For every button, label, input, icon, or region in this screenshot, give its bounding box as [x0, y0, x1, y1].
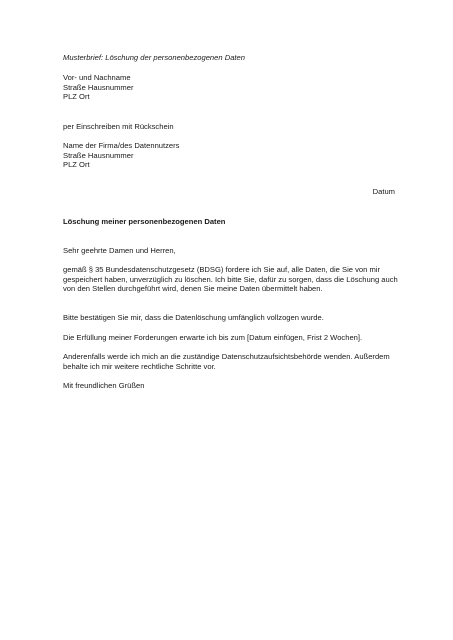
body-paragraph: [63, 352, 398, 371]
body-paragraph-1: gemäß § 35 Bundesdatenschutzgesetz (BDSG) fordere ich Sie auf, alle Daten, die Sie von mir gespeichert haben, unverzüglich zu löschen. Ich bitte Sie, dafür zu sorgen, dass die Löschung auch von den Stellen durchgeführt wird, denen Sie meine Daten übermittelt haben.: [63, 265, 398, 294]
heading-title: Löschung der personenbezogenen Daten: [105, 53, 245, 62]
sender-address: [63, 73, 398, 102]
recipient-street: Straße Hausnummer: [63, 150, 134, 160]
body-paragraph-2: Bitte bestätigen Sie mir, dass die Datenlöschung umfänglich vollzogen wurde.: [63, 313, 324, 322]
closing: [63, 381, 398, 391]
recipient-name: Name der Firma/des Datennutzers: [63, 141, 180, 150]
subject-text: Löschung meiner personenbezogenen Daten: [63, 217, 226, 226]
delivery-note: [63, 122, 398, 132]
body-paragraph: [63, 265, 398, 294]
body-paragraph: [63, 333, 398, 343]
body-paragraph: [63, 313, 398, 323]
letter-subject: [63, 217, 398, 227]
heading-label: Musterbrief:: [63, 53, 104, 62]
closing-text: Mit freundlichen Grüßen: [63, 381, 145, 390]
sender-city: PLZ Ort: [63, 92, 90, 102]
recipient-address: [63, 141, 398, 170]
salutation: [63, 246, 398, 256]
body-paragraph-4: Anderenfalls werde ich mich an die zuständige Datenschutzaufsichtsbehörde wenden. Außerdem behalte ich mir weitere rechtliche Schritte vor.: [63, 352, 390, 371]
sender-street: Straße Hausnummer: [63, 82, 134, 92]
letter-heading: [63, 53, 398, 63]
sender-name: Vor- und Nachname: [63, 73, 131, 82]
salutation-text: Sehr geehrte Damen und Herren,: [63, 246, 176, 255]
recipient-city: PLZ Ort: [63, 160, 90, 170]
letter-date: Datum: [372, 187, 395, 196]
delivery-note-text: per Einschreiben mit Rückschein: [63, 122, 174, 131]
body-paragraph-3: Die Erfüllung meiner Forderungen erwarte ich bis zum [Datum einfügen, Frist 2 Wochen].: [63, 333, 363, 342]
